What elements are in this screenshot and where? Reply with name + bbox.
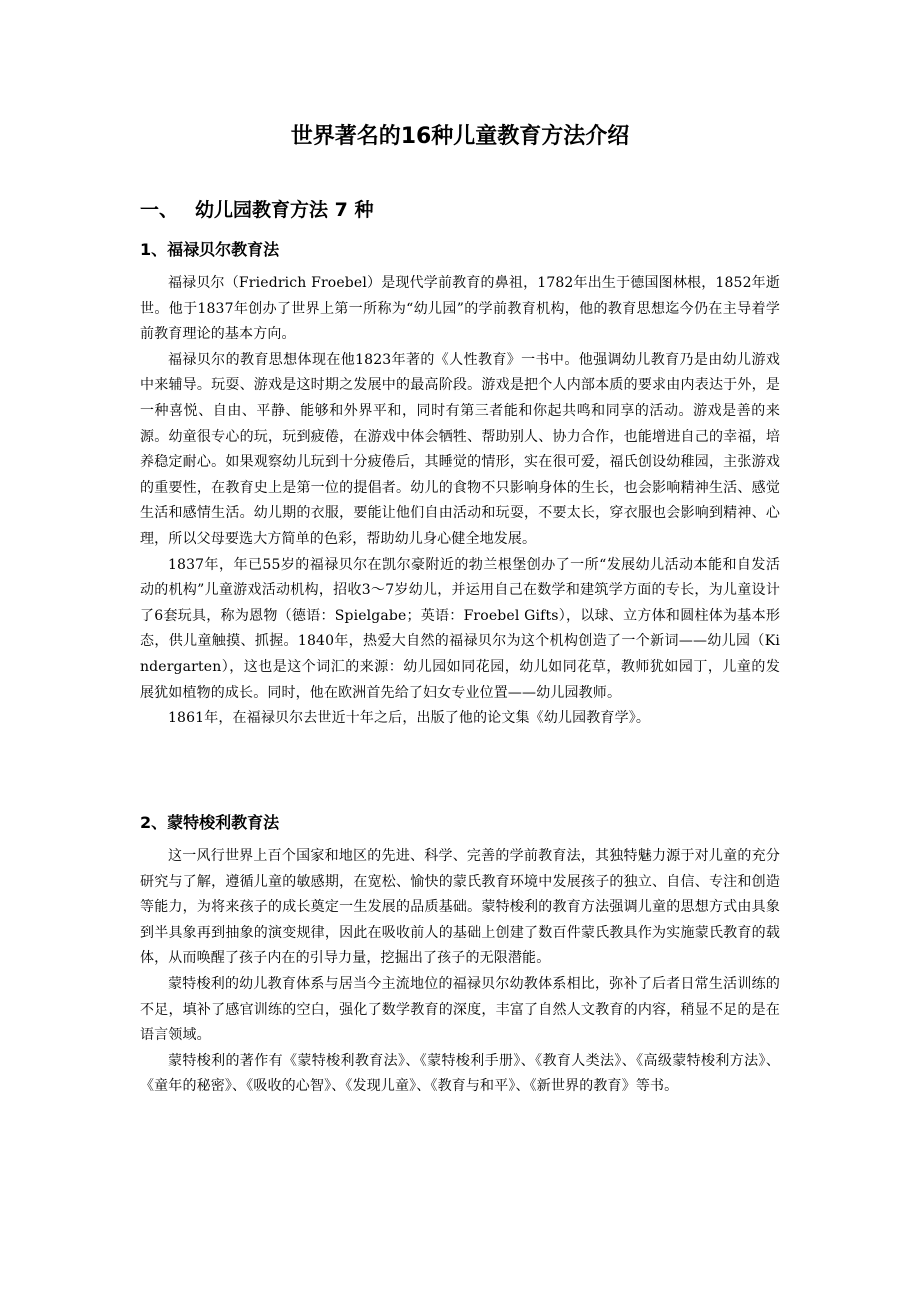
section-body-froebel xyxy=(140,271,780,732)
paragraph: 蒙特梭利的著作有《蒙特梭利教育法》、《蒙特梭利手册》、《教育人类法》、《高级蒙特梭利方法》、《童年的秘密》、《吸收的心智》、《发现儿童》、《教育与和平》、《新世界的教育》等书。 xyxy=(140,1052,780,1095)
paragraph: 蒙特梭利的幼儿教育体系与居当今主流地位的福禄贝尔幼教体系相比，弥补了后者日常生活训练的不足，填补了感官训练的空白，强化了数学教育的深度，丰富了自然人文教育的内容，稍显不足的是在语言领域。 xyxy=(140,975,780,1044)
document-title: 世界著名的16种儿童教育方法介绍 xyxy=(290,124,630,149)
part-one-title: 幼儿园教育方法 7 种 xyxy=(195,199,374,221)
part-one-heading xyxy=(140,197,373,223)
paragraph: 这一风行世界上百个国家和地区的先进、科学、完善的学前教育法，其独特魅力源于对儿童的充分研究与了解，遵循儿童的敏感期，在宽松、愉快的蒙氏教育环境中发展孩子的独立、自信、专注和创造等能力，为将来孩子的成长奠定一生发展的品质基础。蒙特梭利的教育方法强调儿童的思想方式由具象到半具象再到抽象的演变规律，因此在吸收前人的基础上创建了数百件蒙氏教具作为实施蒙氏教育的载体，从而唤醒了孩子内在的引导力量，挖掘出了孩子的无限潜能。 xyxy=(140,848,780,967)
paragraph: 1861年，在福禄贝尔去世近十年之后，出版了他的论文集《幼儿园教育学》。 xyxy=(168,710,651,727)
paragraph: 福禄贝尔（Friedrich Froebel）是现代学前教育的鼻祖，1782年出生于德国图林根，1852年逝世。他于1837年创办了世界上第一所称为“幼儿园”的学前教育机构，他的教育思想迄今仍在主导着学前教育理论的基本方向。 xyxy=(140,275,780,343)
paragraph: 1837年，年已55岁的福禄贝尔在凯尔豪附近的勃兰根堡创办了一所“发展幼儿活动本能和自发活动的机构”儿童游戏活动机构，招收3～7岁幼儿，并运用自己在数学和建筑学方面的专长，为儿童设计了6套玩具，称为恩物（德语：Spielgabe；英语：Froebel Gifts），以球、立方体和圆柱体为基本形态，供儿童触摸、抓握。1840年，热爱大自然的福禄贝尔为这个机构创造了一个新词——幼儿园（Kindergarten），这也是这个词汇的来源：幼儿园如同花园，幼儿如同花草，教师犹如园丁，儿童的发展犹如植物的成长。同时，他在欧洲首先给了妇女专业位置——幼儿园教师。 xyxy=(140,556,780,701)
section-heading-froebel: 1、福禄贝尔教育法 xyxy=(140,240,280,259)
paragraph: 福禄贝尔的教育思想体现在他1823年著的《人性教育》一书中。他强调幼儿教育乃是由幼儿游戏中来辅导。玩耍、游戏是这时期之发展中的最高阶段。游戏是把个人内部本质的要求由内表达于外，是一种喜悦、自由、平静、能够和外界平和，同时有第三者能和你起共鸣和同享的活动。游戏是善的来源。幼童很专心的玩，玩到疲倦，在游戏中体会牺牲、帮助别人、协力合作，也能增进自己的幸福，培养稳定耐心。如果观察幼儿玩到十分疲倦后，其睡觉的情形，实在很可爱，福氏创设幼稚园，主张游戏的重要性，在教育史上是第一位的提倡者。幼儿的食物不只影响身体的生长，也会影响精神生活、感觉生活和感情生活。幼儿期的衣服，要能让他们自由活动和玩耍，不要太长，穿衣服也会影响到精神、心理，所以父母要选大方简单的色彩，帮助幼儿身心健全地发展。 xyxy=(140,351,780,547)
section-body-montessori xyxy=(140,844,780,1100)
part-one-number: 一、 xyxy=(140,199,179,221)
section-heading-montessori: 2、蒙特梭利教育法 xyxy=(140,813,280,832)
